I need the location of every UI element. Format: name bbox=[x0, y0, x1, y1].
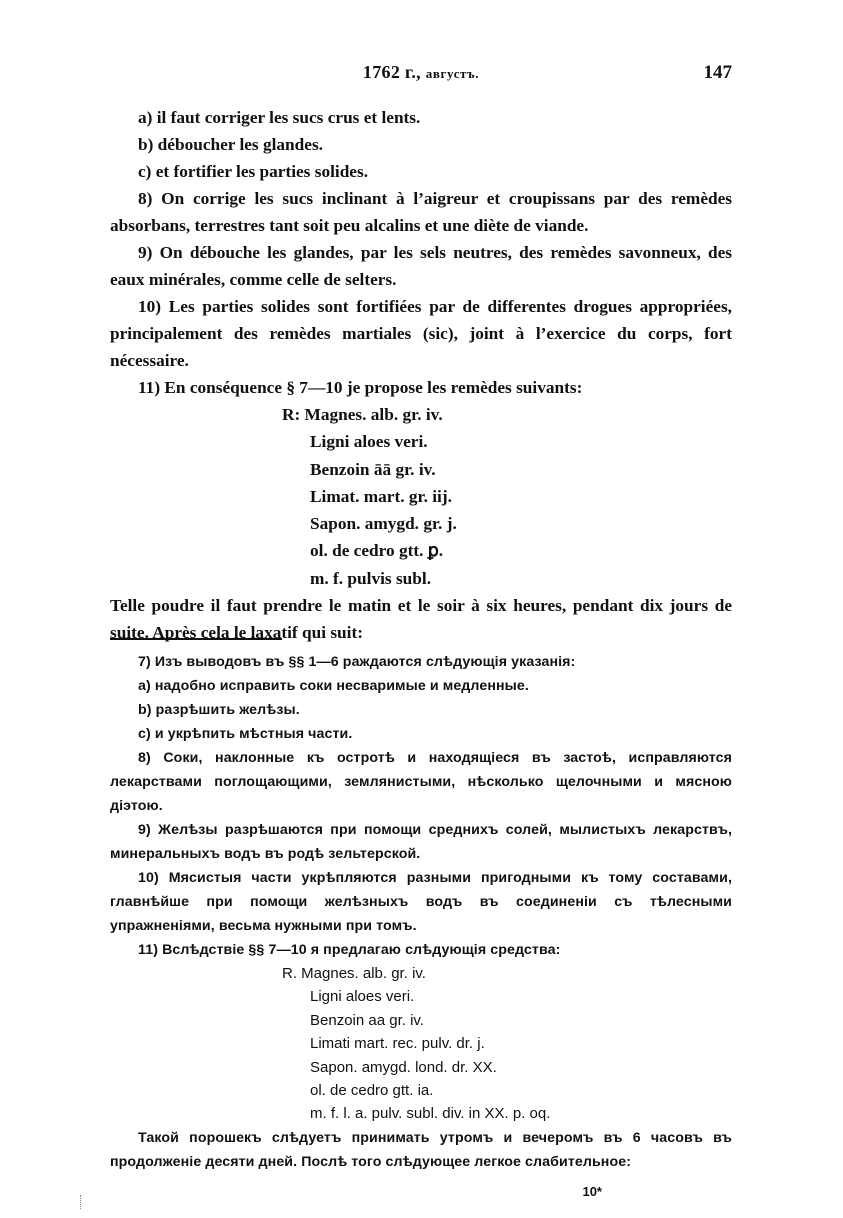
footnote-divider bbox=[110, 638, 282, 640]
recipe-line: R. Magnes. alb. gr. iv. bbox=[282, 965, 426, 982]
note-11: 11) Вслѣдствіе §§ 7—10 я предлагаю слѣдующія средства: bbox=[138, 942, 561, 958]
note-10: 10) Мясистыя части укрѣпляются разными пригодными къ тому составами, главнѣйше при помощи желѣзныхъ водъ въ соединеніи съ тѣлесными упражненіями, весьма нужными при томъ. bbox=[110, 870, 732, 934]
running-title-year: 1762 г., bbox=[362, 62, 426, 82]
recipe-line: ol. de cedro gtt. ia. bbox=[310, 1082, 434, 1100]
paragraph-11: 11) En conséquence § 7—10 je propose les remèdes suivants: bbox=[138, 378, 583, 397]
recipe-russian bbox=[282, 962, 732, 1126]
item-a: a) il faut corriger les sucs crus et lents. bbox=[138, 108, 421, 127]
note-8: 8) Соки, наклонные къ остротѣ и находящіеся въ застоѣ, исправляются лекарствами поглощающими, землянистыми, нѣсколько щелочными и мясною діэтою. bbox=[110, 750, 732, 814]
recipe-french bbox=[282, 401, 732, 592]
page-number: 147 bbox=[703, 62, 732, 83]
recipe-line: Ligni aloes veri. bbox=[310, 432, 428, 452]
paragraph-10: 10) Les parties solides sont fortifiées par de differentes drogues appropriées, principalement des remèdes martiales (sic), joint à l’exercice du corps, fort nécessaire. bbox=[110, 297, 732, 370]
recipe-line: Limati mart. rec. pulv. dr. j. bbox=[310, 1035, 485, 1053]
recipe-line: ol. de cedro gtt. ꝑ. bbox=[310, 541, 444, 561]
recipe-line: Limat. mart. gr. iij. bbox=[310, 486, 452, 506]
note-a: а) надобно исправить соки несваримые и медленные. bbox=[138, 678, 529, 694]
signature-mark: 10* bbox=[582, 1183, 602, 1199]
paragraph-8: 8) On corrige les sucs inclinant à l’aigreur et croupissans par des remèdes absorbans, terrestres tant soit peu alcalins et une diète de viande. bbox=[110, 189, 732, 235]
recipe-line: Benzoin aa gr. iv. bbox=[310, 1011, 424, 1029]
recipe-line: m. f. l. a. pulv. subl. div. in XX. p. oq. bbox=[310, 1105, 551, 1123]
recipe-line: R: Magnes. alb. gr. iv. bbox=[282, 405, 443, 424]
item-c: c) et fortifier les parties solides. bbox=[138, 162, 369, 181]
recipe-line: Sapon. amygd. lond. dr. XX. bbox=[310, 1058, 497, 1076]
scan-margin-mark bbox=[80, 1195, 83, 1209]
item-b: b) déboucher les glandes. bbox=[138, 135, 323, 154]
note-closing: Такой порошекъ слѣдуетъ принимать утромъ и вечеромъ въ 6 часовъ въ продолженіе десяти дней. Послѣ того слѣдующее легкое слабительное: bbox=[110, 1129, 732, 1170]
running-header bbox=[110, 62, 732, 86]
closing-paragraph: Telle poudre il faut prendre le matin et le soir à six heures, pendant dix jours de suite. Après cela le laxatif qui suit: bbox=[110, 596, 732, 643]
note-7: 7) Изъ выводовъ въ §§ 1—6 раждаются слѣдующія указанія: bbox=[138, 654, 576, 670]
recipe-line: Ligni aloes veri. bbox=[310, 988, 415, 1006]
running-title bbox=[110, 62, 732, 83]
recipe-line: Benzoin āā gr. iv. bbox=[310, 459, 436, 479]
note-9: 9) Желѣзы разрѣшаются при помощи среднихъ солей, мылистыхъ лекарствъ, минеральныхъ водъ въ родѣ зельтерской. bbox=[110, 822, 732, 862]
recipe-line: Sapon. amygd. gr. j. bbox=[310, 514, 457, 534]
note-c: с) и укрѣпить мѣстныя части. bbox=[138, 726, 353, 742]
note-b: b) разрѣшить желѣзы. bbox=[138, 702, 300, 718]
main-text bbox=[110, 104, 732, 646]
paragraph-9: 9) On débouche les glandes, par les sels neutres, des remèdes savonneux, des eaux minérales, comme celle de selters. bbox=[110, 243, 732, 289]
running-title-month: августъ. bbox=[425, 66, 480, 81]
recipe-line: m. f. pulvis subl. bbox=[310, 568, 432, 588]
footnotes-translation bbox=[110, 650, 732, 1204]
